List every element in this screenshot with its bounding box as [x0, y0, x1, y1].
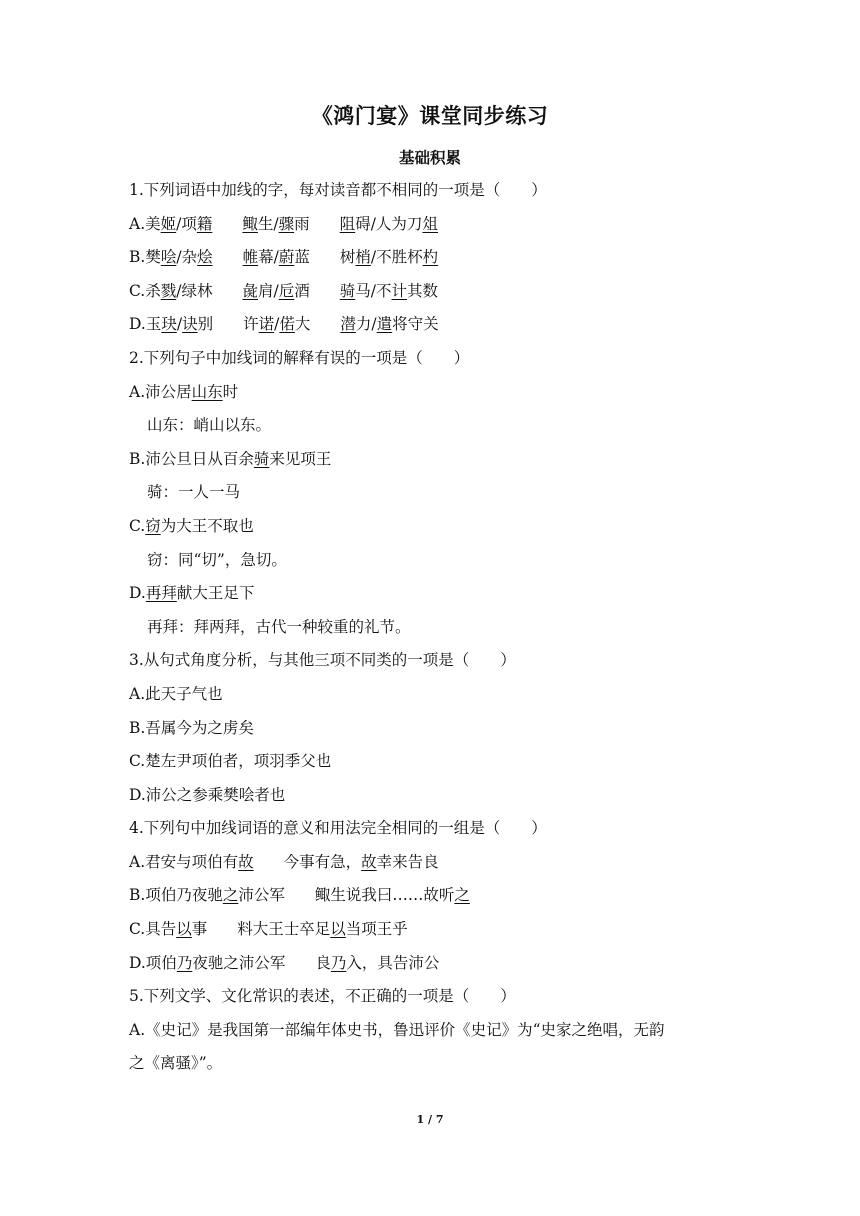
question-line	[129, 443, 749, 477]
option-group	[129, 376, 238, 410]
option-group	[340, 275, 438, 309]
line-text: 今事有急，	[283, 852, 362, 871]
line-text: C.	[129, 516, 146, 535]
line-text: 2.下列句子中加线词的解释有误的一项是（ ）	[129, 348, 470, 367]
line-text: C.杀	[129, 281, 161, 300]
question-line	[129, 376, 749, 410]
line-text: 之《离骚》”。	[129, 1054, 223, 1073]
underlined-word: 俎	[422, 214, 438, 233]
line-text: A.此天子气也	[129, 684, 223, 703]
line-text: 别	[197, 315, 214, 334]
document-title: 《鸿门宴》课堂同步练习	[311, 104, 549, 128]
option-group	[129, 241, 213, 275]
line-text: 其数	[407, 281, 439, 300]
line-text: B.沛公旦日从百余	[129, 449, 254, 468]
line-text: D.玉	[129, 315, 162, 334]
underlined-word: 蔚	[278, 248, 295, 267]
line-text: A.《史记》是我国第一部编年体史书，鲁迅评价《史记》为“史家之绝唱，无韵	[129, 1020, 665, 1039]
underlined-word: 以	[176, 920, 192, 939]
line-text: 幸来告良	[376, 852, 439, 871]
question-line	[129, 208, 749, 242]
line-text: 事	[191, 920, 208, 939]
line-text: C.具告	[129, 920, 177, 939]
option-group	[129, 308, 213, 342]
line-text: 鲰生说我曰……故听	[314, 886, 455, 905]
underlined-word: 以	[330, 920, 346, 939]
line-text: 马/不	[355, 281, 392, 300]
underlined-word: 山东	[191, 382, 223, 401]
line-text: 肩/	[258, 281, 279, 300]
question-line	[129, 510, 749, 544]
underlined-word: 哙	[160, 248, 177, 267]
line-text: /	[274, 315, 280, 334]
option-group	[340, 241, 438, 275]
line-text: B.项伯乃夜驰	[129, 886, 223, 905]
option-group	[129, 879, 285, 913]
explanation-line	[129, 476, 749, 510]
underlined-word: 玦	[161, 315, 177, 334]
line-text: 良	[315, 953, 331, 972]
underlined-word: 姬	[160, 214, 177, 233]
question-line	[129, 342, 749, 376]
option-group	[284, 846, 439, 880]
underlined-word: 骤	[278, 214, 295, 233]
line-text: B.吾属今为之虏矣	[129, 718, 254, 737]
line-text: A.君安与项伯有	[129, 852, 239, 871]
line-text: /	[176, 315, 183, 334]
line-text: 沛公军	[238, 886, 285, 905]
underlined-word: 乃	[176, 953, 193, 972]
line-text: 雨	[294, 214, 310, 233]
question-line	[129, 1047, 749, 1081]
line-text: 树	[339, 248, 356, 267]
option-group	[242, 275, 309, 309]
option-group	[237, 913, 408, 947]
underlined-word: 乃	[330, 953, 347, 972]
option-group	[340, 208, 438, 242]
question-line	[129, 644, 749, 678]
question-line	[129, 913, 749, 947]
line-text: 蓝	[294, 248, 310, 267]
option-group	[129, 947, 285, 981]
line-text: 时	[222, 382, 239, 401]
question-line	[129, 241, 749, 275]
line-text: 许	[243, 315, 259, 334]
line-text: /项	[176, 214, 197, 233]
question-line	[129, 846, 749, 880]
explanation-line	[129, 544, 749, 578]
line-text: /杂	[176, 248, 198, 267]
underlined-word: 帷	[242, 248, 259, 267]
line-text: 再拜：拜两拜，古代一种较重的礼节。	[147, 617, 411, 636]
line-text: 入，具告沛公	[346, 953, 440, 972]
option-group	[315, 947, 439, 981]
question-line	[129, 812, 749, 846]
line-text: 幕/	[258, 248, 279, 267]
line-text: D.项伯	[129, 953, 177, 972]
line-text: 窃：同“切”，急切。	[147, 550, 287, 569]
underlined-word: 鲰	[242, 214, 258, 233]
question-line	[129, 308, 749, 342]
underlined-word: 卮	[278, 281, 295, 300]
line-text: 为大王不取也	[160, 516, 254, 535]
underlined-word: 偌	[279, 315, 295, 334]
underlined-word: 诺	[258, 315, 275, 334]
option-group	[315, 879, 470, 913]
question-line	[129, 712, 749, 746]
option-group	[129, 846, 254, 880]
option-group	[129, 275, 212, 309]
line-text: 料大王士卒足	[237, 920, 331, 939]
question-line	[129, 745, 749, 779]
line-text: /不胜杯	[370, 248, 423, 267]
line-text: 3.从句式角度分析，与其他三项不同类的一项是（ ）	[129, 651, 516, 670]
question-line	[129, 577, 749, 611]
page-number: 1 / 7	[416, 1113, 444, 1126]
explanation-line	[129, 409, 749, 443]
option-group	[129, 443, 331, 477]
underlined-word: 戮	[160, 281, 177, 300]
option-group	[243, 308, 310, 342]
line-text: 来见项王	[269, 449, 332, 468]
question-line	[129, 779, 749, 813]
line-text: A.沛公居	[129, 382, 192, 401]
underlined-word: 潜	[340, 315, 356, 334]
underlined-word: 阻	[339, 214, 356, 233]
underlined-word: 之	[454, 886, 470, 905]
line-text: 献大王足下	[176, 584, 255, 603]
question-line	[129, 1014, 749, 1048]
line-text: B.樊	[129, 248, 161, 267]
line-text: /绿林	[176, 281, 213, 300]
line-text: C.楚左尹项伯者，项羽季父也	[129, 752, 332, 771]
underlined-word: 诀	[182, 315, 198, 334]
line-text: 当项王乎	[345, 920, 408, 939]
underlined-word: 彘	[242, 281, 258, 300]
option-group	[129, 577, 254, 611]
explanation-line	[129, 611, 749, 645]
option-group	[129, 208, 212, 242]
line-text: 力/	[355, 315, 377, 334]
line-text: D.沛公之参乘樊哙者也	[129, 785, 286, 804]
underlined-word: 计	[391, 281, 408, 300]
underlined-word: 故	[238, 852, 254, 871]
line-text: 将守关	[392, 315, 439, 334]
line-text: 大	[294, 315, 311, 334]
option-group	[340, 308, 438, 342]
underlined-word: 窃	[145, 516, 161, 535]
underlined-word: 骑	[339, 281, 356, 300]
underlined-word: 故	[361, 852, 377, 871]
question-line	[129, 947, 749, 981]
question-line	[129, 678, 749, 712]
line-text: 生/	[257, 214, 279, 233]
underlined-word: 骑	[253, 449, 270, 468]
underlined-word: 梢	[355, 248, 371, 267]
underlined-word: 杓	[422, 248, 439, 267]
option-group	[242, 208, 309, 242]
underlined-word: 遣	[376, 315, 393, 334]
underlined-word: 烩	[197, 248, 213, 267]
section-heading: 基础积累	[398, 149, 461, 167]
underlined-word: 籍	[196, 214, 213, 233]
option-group	[243, 241, 310, 275]
line-text: 5.下列文学、文化常识的表述，不正确的一项是（ ）	[129, 987, 516, 1006]
line-text: 骑：一人一马	[147, 483, 241, 502]
question-line	[129, 980, 749, 1014]
question-line	[129, 879, 749, 913]
underlined-word: 之	[222, 886, 239, 905]
line-text: 酒	[294, 281, 310, 300]
underlined-word: 再拜	[145, 584, 177, 603]
line-text: D.	[129, 584, 146, 603]
option-group	[129, 510, 254, 544]
line-text: 4.下列句中加线词语的意义和用法完全相同的一组是（ ）	[129, 819, 547, 838]
question-line	[129, 174, 749, 208]
exercise-content	[129, 174, 749, 1081]
line-text: 1.下列词语中加线的字，每对读音都不相同的一项是（ ）	[129, 181, 547, 199]
question-line	[129, 275, 749, 309]
line-text: 夜驰之沛公军	[192, 953, 286, 972]
option-group	[129, 913, 207, 947]
line-text: 山东：峭山以东。	[147, 416, 272, 435]
line-text: A.美	[129, 214, 161, 233]
line-text: 碍/人为刀	[355, 214, 423, 233]
